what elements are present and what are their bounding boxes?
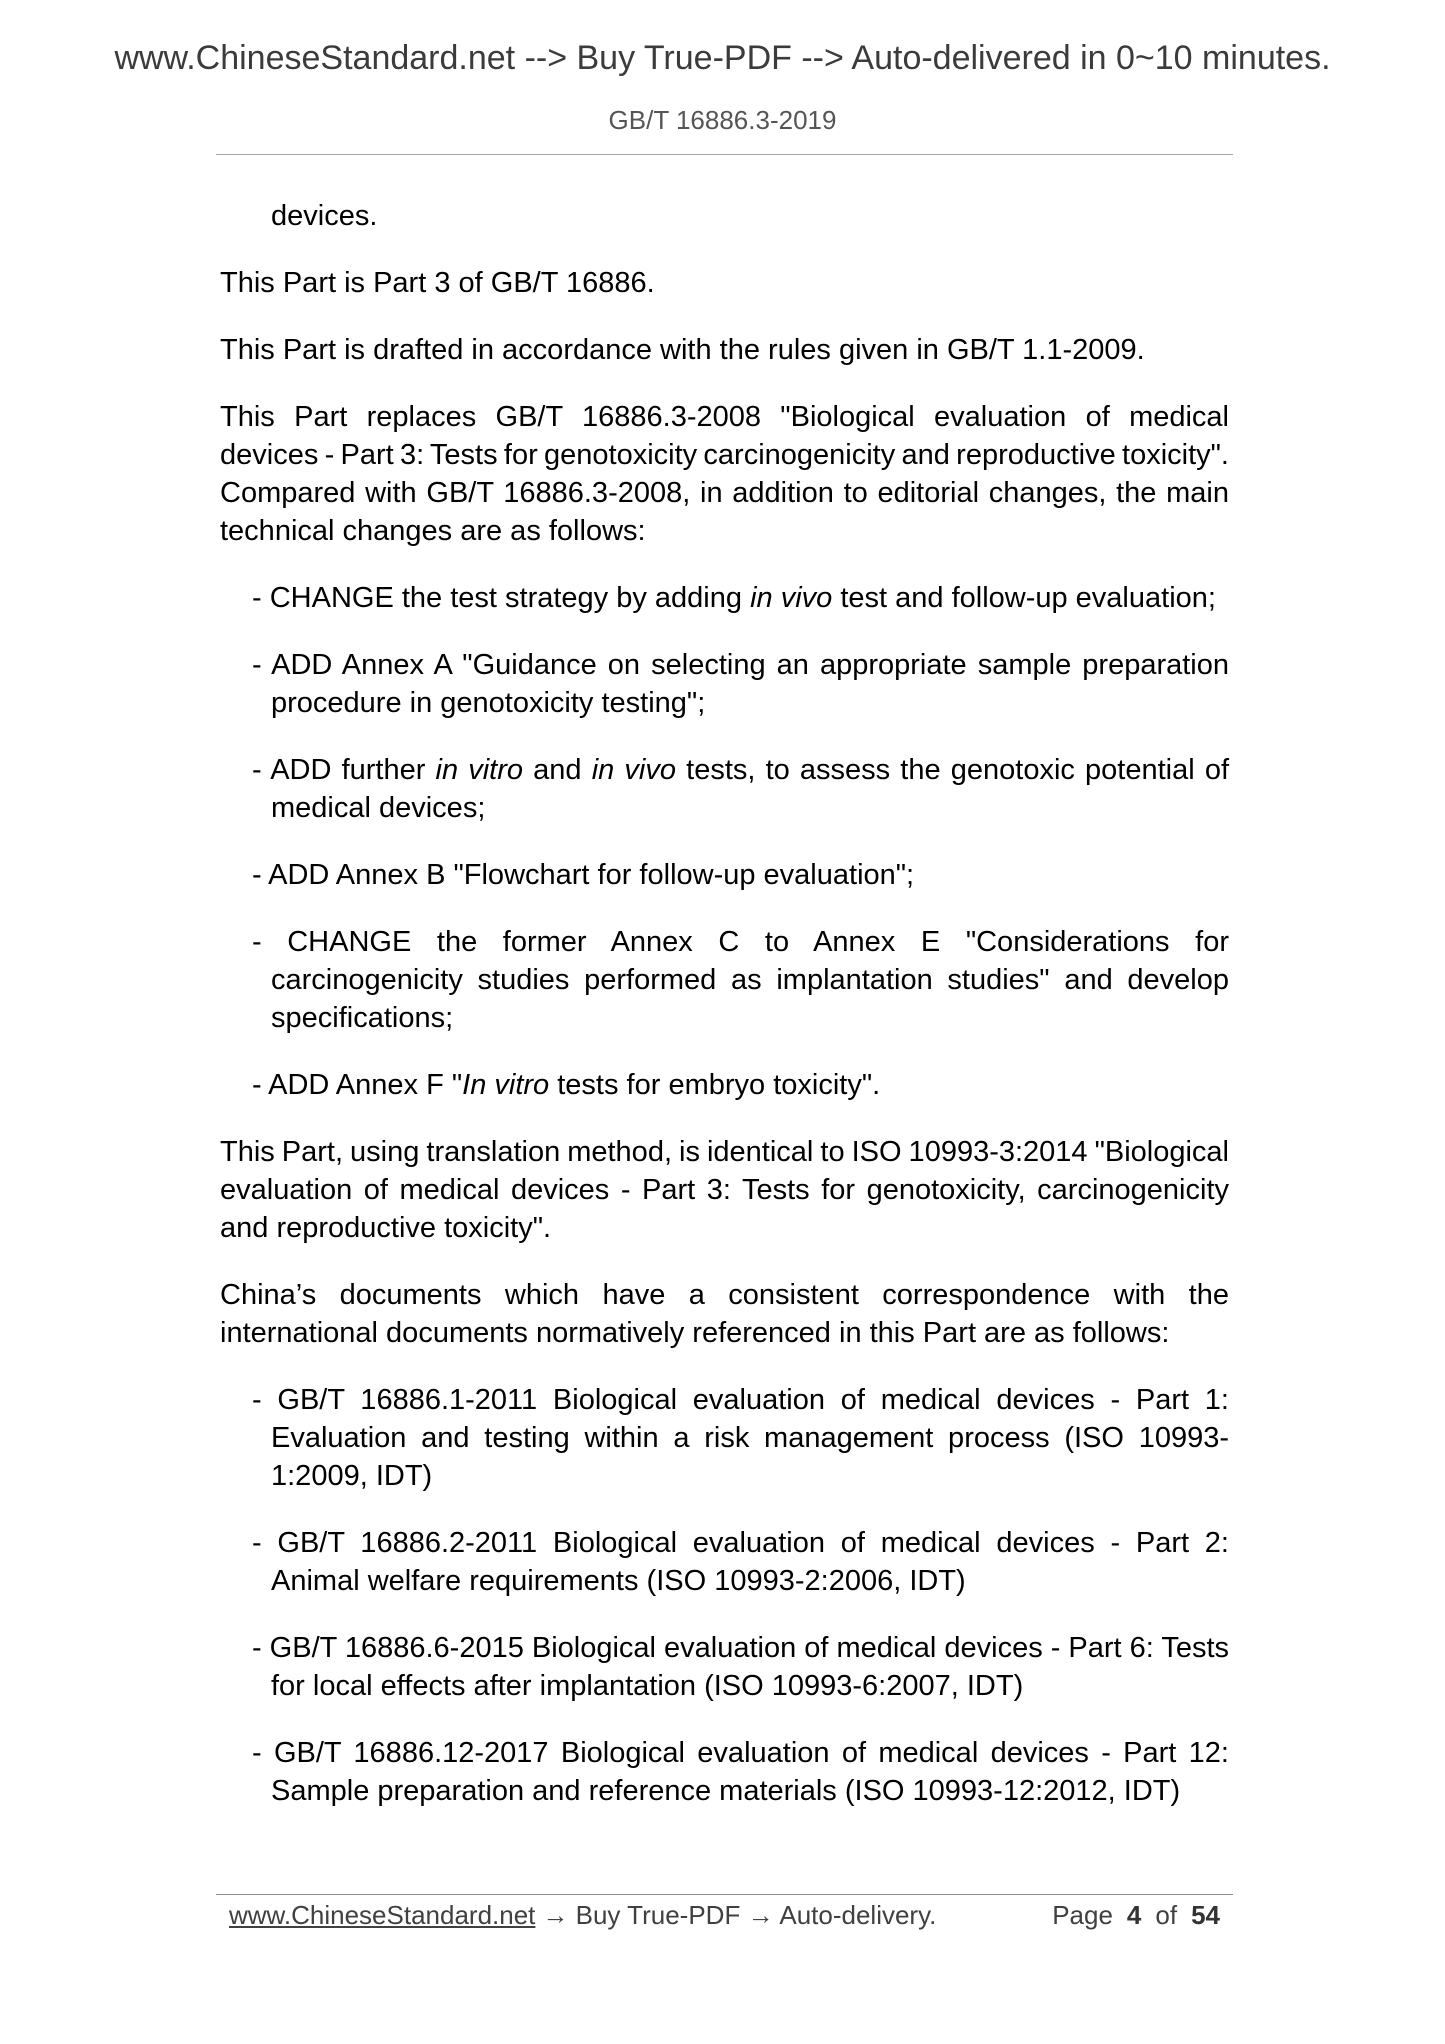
- text-line: and reproductive toxicity".: [220, 1212, 552, 1244]
- text-line: procedure in genotoxicity testing";: [271, 687, 706, 719]
- text-line: Evaluation and testing within a risk management process (ISO 10993-: [271, 1422, 1229, 1454]
- text-line: - GB/T 16886.1-2011 Biological evaluation of medical devices - Part 1:: [252, 1384, 1229, 1416]
- document-code: GB/T 16886.3-2019: [608, 105, 837, 135]
- text-line: China’s documents which have a consistent correspondence with the: [220, 1279, 1229, 1311]
- paragraph: [220, 1276, 1229, 1352]
- text-line: [252, 1066, 1229, 1104]
- text-line: medical devices;: [271, 792, 486, 824]
- paragraph: [220, 1133, 1229, 1247]
- text-line: Sample preparation and reference materials (ISO 10993-12:2012, IDT): [271, 1775, 1181, 1807]
- italic-term: in vivo: [591, 754, 676, 786]
- text-run: - CHANGE the test strategy by adding: [252, 582, 751, 614]
- document-body: [220, 197, 1229, 1810]
- text-line: [252, 579, 1229, 617]
- text-line: devices - Part 3: Tests for genotoxicity carcinogenicity and reproductive toxicity".: [220, 439, 1229, 471]
- text-line: Compared with GB/T 16886.3-2008, in addition to editorial changes, the main: [220, 477, 1229, 509]
- list-item: [220, 646, 1229, 722]
- of-label: of: [1155, 1900, 1178, 1930]
- italic-term: in vivo: [750, 582, 833, 614]
- text-run: test and follow-up evaluation;: [832, 582, 1216, 614]
- site-link[interactable]: www.ChineseStandard.net: [229, 1900, 536, 1930]
- footer-tagline: → Buy True-PDF → Auto-delivery.: [542, 1900, 937, 1930]
- text-run: and: [523, 754, 592, 786]
- text-line: technical changes are as follows:: [220, 515, 646, 547]
- text-line: - GB/T 16886.6-2015 Biological evaluation of medical devices - Part 6: Tests: [252, 1632, 1229, 1664]
- page-number: 4: [1126, 1900, 1142, 1930]
- text-line: [252, 751, 1229, 789]
- text-run: tests, to assess the genotoxic potential of: [676, 754, 1230, 786]
- text-line: carcinogenicity studies performed as implantation studies" and develop: [271, 964, 1229, 996]
- text-line: This Part replaces GB/T 16886.3-2008 "Biological evaluation of medical: [220, 401, 1229, 433]
- header-banner: www.ChineseStandard.net --> Buy True-PDF --> Auto-delivered in 0~10 minutes.: [114, 39, 1331, 77]
- text-line: - GB/T 16886.12-2017 Biological evaluation of medical devices - Part 12:: [252, 1737, 1229, 1769]
- paragraph: [220, 398, 1229, 550]
- footer-promo: [229, 1900, 936, 1930]
- text-line: evaluation of medical devices - Part 3: Tests for genotoxicity, carcinogenicity: [220, 1174, 1229, 1206]
- list-item: [220, 1734, 1229, 1810]
- list-item: [220, 1066, 1229, 1104]
- page-label: Page: [1052, 1900, 1113, 1930]
- text-line: - GB/T 16886.2-2011 Biological evaluation of medical devices - Part 2:: [252, 1527, 1229, 1559]
- list-item: [220, 923, 1229, 1037]
- page-indicator: [1052, 1900, 1220, 1930]
- list-item: [220, 579, 1229, 617]
- paragraph: [220, 331, 1229, 369]
- list-item: [220, 1381, 1229, 1495]
- header-divider: [216, 154, 1233, 155]
- text-line: This Part is drafted in accordance with the rules given in GB/T 1.1-2009.: [220, 334, 1145, 366]
- text-line: Animal welfare requirements (ISO 10993-2:2006, IDT): [271, 1565, 966, 1597]
- list-item: [220, 1629, 1229, 1705]
- text-line: This Part is Part 3 of GB/T 16886.: [220, 267, 655, 299]
- list-item-continuation: [220, 197, 1229, 235]
- page-total: 54: [1191, 1900, 1220, 1930]
- text-run: - ADD further: [252, 754, 436, 786]
- text-line: 1:2009, IDT): [271, 1460, 433, 1492]
- text-line: devices.: [271, 200, 378, 232]
- text-line: specifications;: [271, 1002, 454, 1034]
- text-run: tests for embryo toxicity".: [549, 1069, 881, 1101]
- text-line: - ADD Annex B "Flowchart for follow-up evaluation";: [252, 859, 915, 891]
- italic-term: In vitro: [462, 1069, 550, 1101]
- text-line: - ADD Annex A "Guidance on selecting an appropriate sample preparation: [252, 649, 1229, 681]
- text-line: This Part, using translation method, is identical to ISO 10993-3:2014 "Biological: [220, 1136, 1229, 1168]
- text-line: international documents normatively referenced in this Part are as follows:: [220, 1317, 1170, 1349]
- text-line: for local effects after implantation (ISO 10993-6:2007, IDT): [271, 1670, 1024, 1702]
- list-item: [220, 751, 1229, 827]
- footer-divider: [216, 1894, 1233, 1895]
- italic-term: in vitro: [435, 754, 524, 786]
- list-item: [220, 856, 1229, 894]
- text-run: - ADD Annex F ": [252, 1069, 463, 1101]
- list-item: [220, 1524, 1229, 1600]
- text-line: - CHANGE the former Annex C to Annex E "Considerations for: [252, 926, 1229, 958]
- paragraph: [220, 264, 1229, 302]
